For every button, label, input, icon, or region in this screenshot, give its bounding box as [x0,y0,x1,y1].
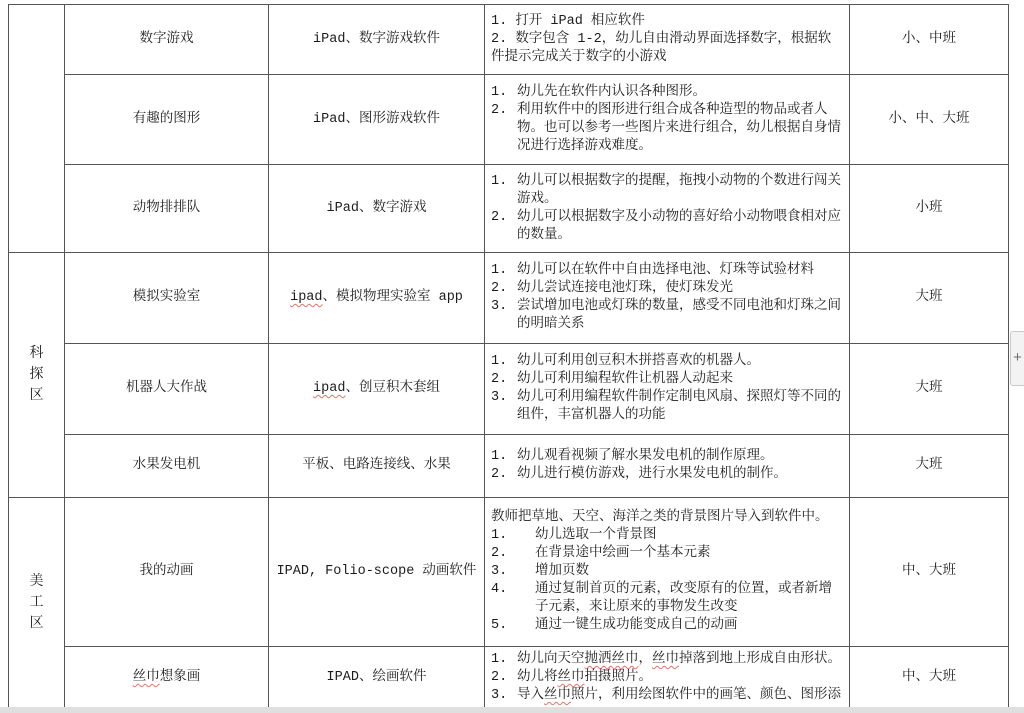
materials-text: 、创豆积木套组 [345,381,440,396]
step-number: 3. [491,688,508,703]
steps-cell[interactable] [485,435,850,497]
table-row [65,5,1008,75]
step-item [491,298,843,334]
step-number: 1. [491,652,508,667]
age-cell[interactable] [850,647,1008,709]
group-rows [65,253,1008,497]
age-label: 中、大班 [902,564,956,579]
step-text [517,102,843,156]
area-cell[interactable] [9,253,65,497]
area-cell[interactable] [9,5,65,252]
activity-name-cell[interactable] [65,344,269,434]
step-item [491,209,843,245]
materials [327,200,427,218]
activity-name-cell[interactable] [65,75,269,164]
step-text [535,563,843,581]
materials-text: ipad [290,290,323,305]
step-item [491,448,843,466]
activity-name-cell[interactable] [65,647,269,709]
activity-name [133,289,201,307]
area-label: 美工区 [29,574,44,632]
plus-icon: + [1013,350,1023,367]
activity-name [140,563,194,581]
step-number: 2. [491,281,508,296]
materials-text: iPad、数字游戏 [326,200,427,216]
materials-text: 、模拟物理实验室 app [322,290,463,305]
steps-cell[interactable] [485,5,850,74]
age-label: 大班 [915,381,943,396]
step-item [491,617,843,635]
materials [277,563,477,581]
step-text-segment: 拍摄照片。 [584,670,652,685]
step-item [491,13,843,31]
step-text-segment: 在背景途中绘画一个基本元素 [535,546,711,561]
step-text [517,280,843,298]
step-text-segment: 打开 iPad 相应软件 [515,13,645,29]
age-label: 中、大班 [902,670,956,685]
step-text-segment: 利用软件中的图形进行组合成各种造型的物品或者人物。也可以参考一些图片来进行组合，幼儿根据自身情况进行选择游戏难度。 [517,102,841,154]
steps-cell[interactable] [485,253,850,343]
materials [327,669,427,687]
step-text-segment: 幼儿可利用编程软件制作定制电风扇、探照灯等不同的组件，丰富机器人的功能 [517,390,841,423]
materials-cell[interactable] [269,435,485,497]
table-group [9,498,1008,709]
step-item [491,581,843,617]
step-number: 2. [491,209,508,225]
step-item [491,353,843,371]
activity-name-text: 机器人大作战 [126,381,207,396]
step-number: 1. [491,528,508,543]
materials-cell[interactable] [269,75,485,164]
step-item [491,527,843,545]
age-cell[interactable] [850,253,1008,343]
group-rows [65,5,1008,252]
materials-cell[interactable] [269,165,485,252]
table-row [65,165,1008,252]
step-item [491,102,843,156]
materials-text: iPad、数字游戏软件 [313,31,440,47]
step-item [491,173,843,209]
materials-text: iPad、图形游戏软件 [313,111,440,127]
activity-name-cell[interactable] [65,5,269,74]
step-text-segment: 增加页数 [535,564,589,579]
group-rows [65,498,1008,709]
step-number: 1. [491,354,508,369]
activity-name [133,457,201,475]
age-cell[interactable] [850,498,1008,646]
step-text-segment: 丝巾 [544,688,571,703]
activity-table [8,4,1009,711]
step-text-segment: 幼儿向天空 [517,652,585,667]
table-row [65,435,1008,497]
step-number: 2. [491,670,508,685]
step-item [491,84,843,102]
table-row [65,253,1008,344]
step-text [517,209,843,245]
step-text [515,14,645,29]
age-label: 小、中、大班 [888,111,970,127]
materials [290,289,463,307]
activity-name-cell[interactable] [65,498,269,646]
step-text [535,545,843,563]
step-text-segment: 丝巾 [557,670,585,685]
materials-text: IPAD, Folio-scope 动画软件 [276,564,477,579]
steps-list [491,448,843,484]
step-text [517,389,843,425]
step-text [517,298,843,334]
activity-name [133,111,201,129]
step-number: 2. [491,372,508,387]
step-text [517,371,843,389]
step-number: 3. [491,299,508,314]
steps-cell[interactable] [485,647,850,709]
step-number: 2. [491,31,508,47]
step-text [535,527,843,545]
step-text-segment: 通过一键生成功能变成自己的动画 [535,618,738,633]
activity-name-text: 动物排排队 [132,200,201,216]
step-number: 3. [491,390,508,405]
add-row-button[interactable] [1010,331,1024,386]
activity-name-cell[interactable] [65,435,269,497]
step-item [491,280,843,298]
step-text-segment: 掉落到地上形成自由形状。 [679,652,841,667]
step-item [491,651,843,669]
step-text-segment: 幼儿选取一个背景图 [535,528,657,543]
activity-name-text: 数字游戏 [139,31,194,47]
table-row [65,647,1008,709]
activity-name [140,31,194,49]
activity-name-text: 想象画 [159,670,201,685]
step-text-segment: 照片，利用绘图软件中的画笔、颜色、图形添 [571,688,841,703]
step-text-segment: 幼儿将 [517,670,558,685]
step-item [491,687,843,705]
steps-list [491,651,843,705]
step-item [491,371,843,389]
steps-list [491,262,843,334]
step-item [491,31,843,67]
materials [313,111,440,129]
table-row [65,498,1008,647]
step-number: 1. [491,263,508,278]
step-number: 2. [491,102,508,118]
step-text-segment: 数字包含 1-2，幼儿自由滑动界面选择数字，根据软件提示完成关于数字的小游戏 [491,31,832,65]
steps-cell[interactable] [485,498,850,646]
activity-name-text: 丝巾 [132,670,160,685]
age-label: 大班 [915,458,943,473]
step-number: 1. [491,84,508,100]
step-text-segment: 通过复制首页的元素，改变原有的位置，或者新增子元素，来让原来的事物发生改变 [535,582,832,615]
step-text [517,669,843,687]
materials-cell[interactable] [269,5,485,74]
step-number: 5. [491,618,508,633]
materials-text: IPAD、绘画软件 [326,670,427,685]
step-item [491,466,843,484]
area-label: 科探区 [29,345,44,404]
materials-cell[interactable] [269,344,485,434]
step-text [517,84,843,102]
step-number: 1. [491,449,508,464]
step-item [491,389,843,425]
activity-name [133,669,201,687]
activity-name-text: 模拟实验室 [132,290,201,305]
steps-cell[interactable] [485,75,850,164]
step-text-segment: 幼儿可以根据数字的提醒，拖拽小动物的个数进行闯关游戏。 [517,173,841,207]
step-number: 3. [491,564,508,579]
table-row [65,75,1008,165]
activity-name-text: 有趣的图形 [132,111,201,127]
step-text [517,262,843,280]
materials-cell[interactable] [269,498,485,646]
activity-name-text: 我的动画 [139,564,194,579]
steps-list [491,527,843,635]
step-text-segment: 幼儿可以在软件中自由选择电池、灯珠等试验材料 [517,263,814,278]
step-text-segment: 抛洒丝巾 [584,652,639,667]
page-edge [0,707,1024,713]
age-label: 小班 [915,200,943,216]
step-text [517,173,843,209]
step-text-segment: 幼儿尝试连接电池灯珠，使灯珠发光 [517,281,733,296]
steps-list [491,173,843,245]
materials [313,380,440,398]
table-group [9,5,1008,253]
step-text-segment: 幼儿可利用创豆积木拼搭喜欢的机器人。 [517,354,760,369]
step-item [491,563,843,581]
steps-list [491,353,843,425]
materials [302,457,451,475]
age-cell[interactable] [850,165,1008,252]
materials-cell[interactable] [269,647,485,709]
steps-intro: 教师把草地、天空、海洋之类的背景图片导入到软件中。 [491,510,829,525]
activity-name-cell[interactable] [65,165,269,252]
step-text [535,581,843,617]
materials [313,31,440,49]
step-text [517,687,843,705]
step-text [491,32,831,65]
area-cell[interactable] [9,498,65,709]
step-text-segment: 导入 [517,688,544,703]
steps-list [491,13,843,67]
step-text [517,353,843,371]
table-group [9,253,1008,498]
age-cell[interactable] [850,344,1008,434]
step-text-segment: 幼儿观看视频了解水果发电机的制作原理。 [517,449,774,464]
table-row [65,344,1008,435]
step-text [517,466,843,484]
materials-text: ipad [313,381,346,396]
activity-name-text: 水果发电机 [132,458,201,473]
age-label: 大班 [915,290,943,305]
activity-name [133,200,201,218]
step-text [517,651,843,669]
activity-name-cell[interactable] [65,253,269,343]
step-number: 2. [491,546,508,561]
step-text-segment: 幼儿可利用编程软件让机器人动起来 [517,372,733,387]
step-item [491,669,843,687]
step-number: 2. [491,467,508,482]
step-text-segment: 尝试增加电池或灯珠的数量，感受不同电池和灯珠之间的明暗关系 [517,299,841,332]
age-cell[interactable] [850,75,1008,164]
step-number: 1. [491,173,508,189]
age-cell[interactable] [850,435,1008,497]
activity-name [126,380,207,398]
step-text-segment: 幼儿可以根据数字及小动物的喜好给小动物喂食相对应的数量。 [517,209,841,243]
materials-text: 平板、电路连接线、水果 [302,458,451,473]
age-label: 小、中班 [902,31,956,47]
step-number: 4. [491,582,508,597]
step-text-segment: 幼儿进行模仿游戏，进行水果发电机的制作。 [517,467,787,482]
step-text [517,448,843,466]
step-item [491,262,843,280]
step-text [535,617,843,635]
step-text-segment: ， [638,652,652,667]
step-number: 1. [491,13,508,29]
steps-cell[interactable] [485,344,850,434]
step-text-segment: 幼儿先在软件内认识各种图形。 [517,84,706,100]
materials-cell[interactable] [269,253,485,343]
age-cell[interactable] [850,5,1008,74]
steps-list [491,84,843,156]
step-item [491,545,843,563]
step-text-segment: 丝巾 [652,652,679,667]
steps-cell[interactable] [485,165,850,252]
